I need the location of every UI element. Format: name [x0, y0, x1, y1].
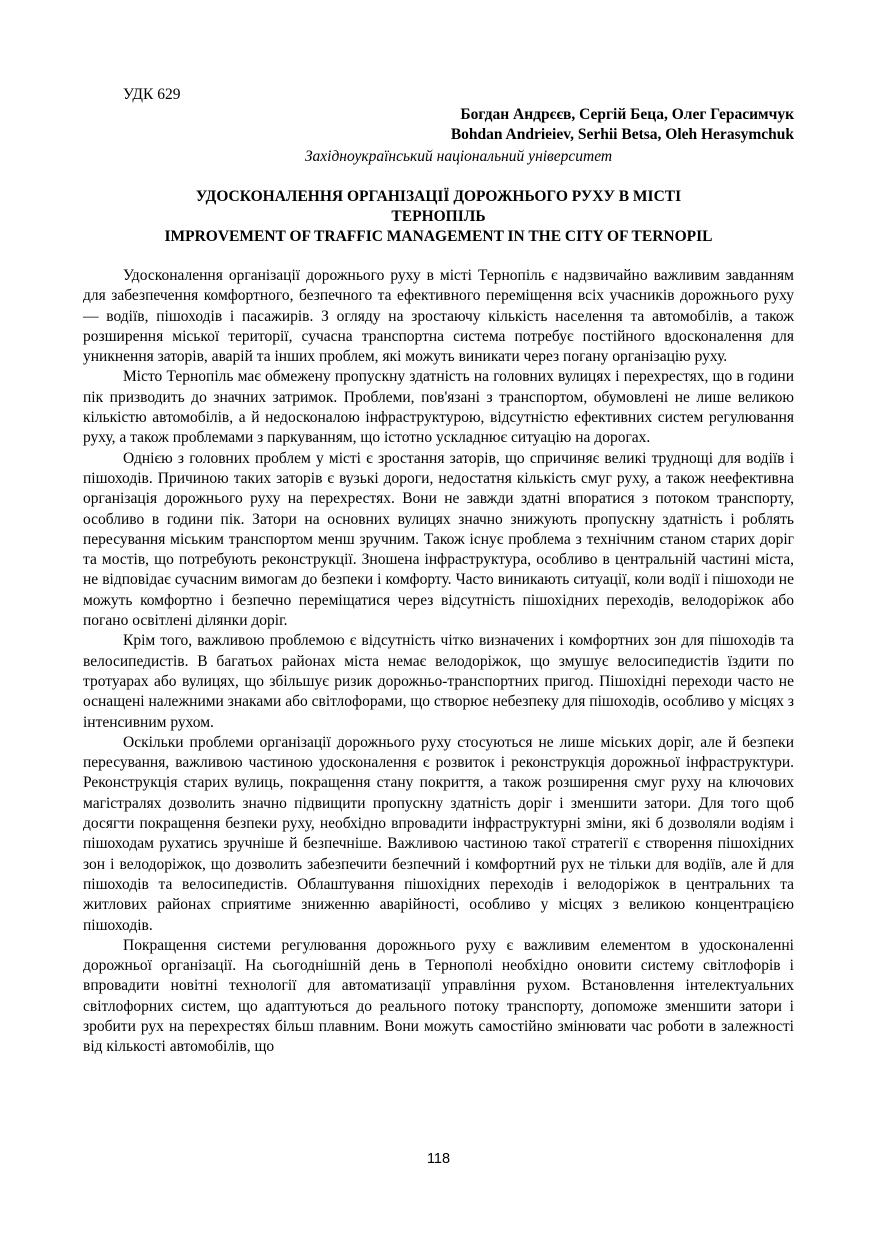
affiliation: Західноукраїнський національний університет: [304, 148, 613, 165]
paper-title: [83, 187, 794, 247]
authors-block: [451, 105, 794, 145]
udk-code: УДК 629: [123, 86, 181, 103]
paragraph: Покращення системи регулювання дорожнього руху є важливим елементом в удосконаленні дорожньої організації. На сьогоднішній день в Тернополі необхідно оновити систему світлофорів і впровадити новітні технології для автоматизації управління рухом. Встановлення інтелектуальних світлофорних систем, що адаптуються до реального потоку транспорту, допоможе зменшити затори і зробити рух на перехрестях більш плавним. Вони можуть самостійно змінювати час роботи в залежності від кількості автомобілів, що: [83, 936, 794, 1056]
paragraph: Крім того, важливою проблемою є відсутність чітко визначених і комфортних зон для пішоходів та велосипедистів. В багатьох районах міста немає велодоріжок, що змушує велосипедистів їздити по тротуарах або вулицях, що збільшує ризик дорожньо-транспортних пригод. Пішохідні переходи часто не оснащені належними знаками або світлофорами, що створює небезпеку для пішоходів, особливо у місцях з інтенсивним рухом.: [83, 632, 794, 731]
title-english: IMPROVEMENT OF TRAFFIC MANAGEMENT IN THE CITY OF TERNOPIL: [164, 228, 713, 245]
body-text: [83, 266, 794, 1058]
paragraph: Удосконалення організації дорожнього руху в місті Тернопіль є надзвичайно важливим завданням для забезпечення комфортного, безпечного та ефективного переміщення всіх учасників дорожнього руху — водіїв, пішоходів і пасажирів. З огляду на зростаючу кількість населення та автомобілів, а також розширення міської території, сучасна транспортна система потребує постійного вдосконалення для уникнення заторів, аварій та інших проблем, які можуть виникати через погану організацію руху.: [83, 267, 794, 366]
page-number: 118: [426, 1151, 451, 1167]
title-ukrainian-line-2: ТЕРНОПІЛЬ: [391, 208, 486, 225]
title-ukrainian-line-1: УДОСКОНАЛЕННЯ ОРГАНІЗАЦІЇ ДОРОЖНЬОГО РУХУ В МІСТІ: [195, 188, 682, 205]
authors-ukrainian: Богдан Андрєєв, Сергій Беца, Олег Герасимчук: [460, 106, 794, 123]
authors-english: Bohdan Andrieiev, Serhii Betsa, Oleh Herasymchuk: [450, 126, 794, 143]
paragraph: Місто Тернопіль має обмежену пропускну здатність на головних вулицях і перехрестях, що в години пік призводить до значних затримок. Проблеми, пов'язані з транспортом, обумовлені не лише великою кількістю автомобілів, а й недосконалою інфраструктурою, відсутністю ефективних систем регулювання руху, а також проблемами з паркуванням, що істотно ускладнює ситуацію на дорогах.: [83, 368, 794, 447]
paragraph: Оскільки проблеми організації дорожнього руху стосуються не лише міських доріг, але й безпеки пересування, важливою частиною удосконалення є розвиток і реконструкція дорожньої інфраструктури. Реконструкція старих вулиць, покращення стану покриття, а також розширення смуг руху на ключових магістралях дозволить значно підвищити пропускну здатність доріг і зменшити затори. Для того щоб досягти покращення безпеки руху, необхідно впровадити інфраструктурні зміни, які б дозволяли водіям і пішоходам рухатись зручніше й безпечніше. Важливою частиною такої стратегії є створення пішохідних зон і велодоріжок, що дозволить забезпечити безпечний і комфортний рух не тільки для водіїв, але й для пішоходів та велосипедистів. Облаштування пішохідних переходів і велодоріжок в центральних та житлових районах сприятиме зниженню аварійності, особливо у місцях з великою концентрацією пішоходів.: [83, 733, 794, 934]
paragraph: Однією з головних проблем у місті є зростання заторів, що спричиняє великі труднощі для водіїв і пішоходів. Причиною таких заторів є вузькі дороги, недостатня кількість смуг руху, а також неефективна організація дорожнього руху на перехрестях. Вони не завжди здатні впоратися з потоком транспорту, особливо в години пік. Затори на основних вулицях значно знижують пропускну здатність і роблять пересування міським транспортом менш зручним. Також існує проблема з технічним станом старих доріг та мостів, що потребують реконструкції. Зношена інфраструктура, особливо в центральній частині міста, не відповідає сучасним вимогам до безпеки і комфорту. Часто виникають ситуації, коли водії і пішоходи не можуть комфортно і безпечно переміщатися через відсутність пішохідних переходів, велодоріжок або погано освітлені ділянки доріг.: [83, 449, 794, 630]
